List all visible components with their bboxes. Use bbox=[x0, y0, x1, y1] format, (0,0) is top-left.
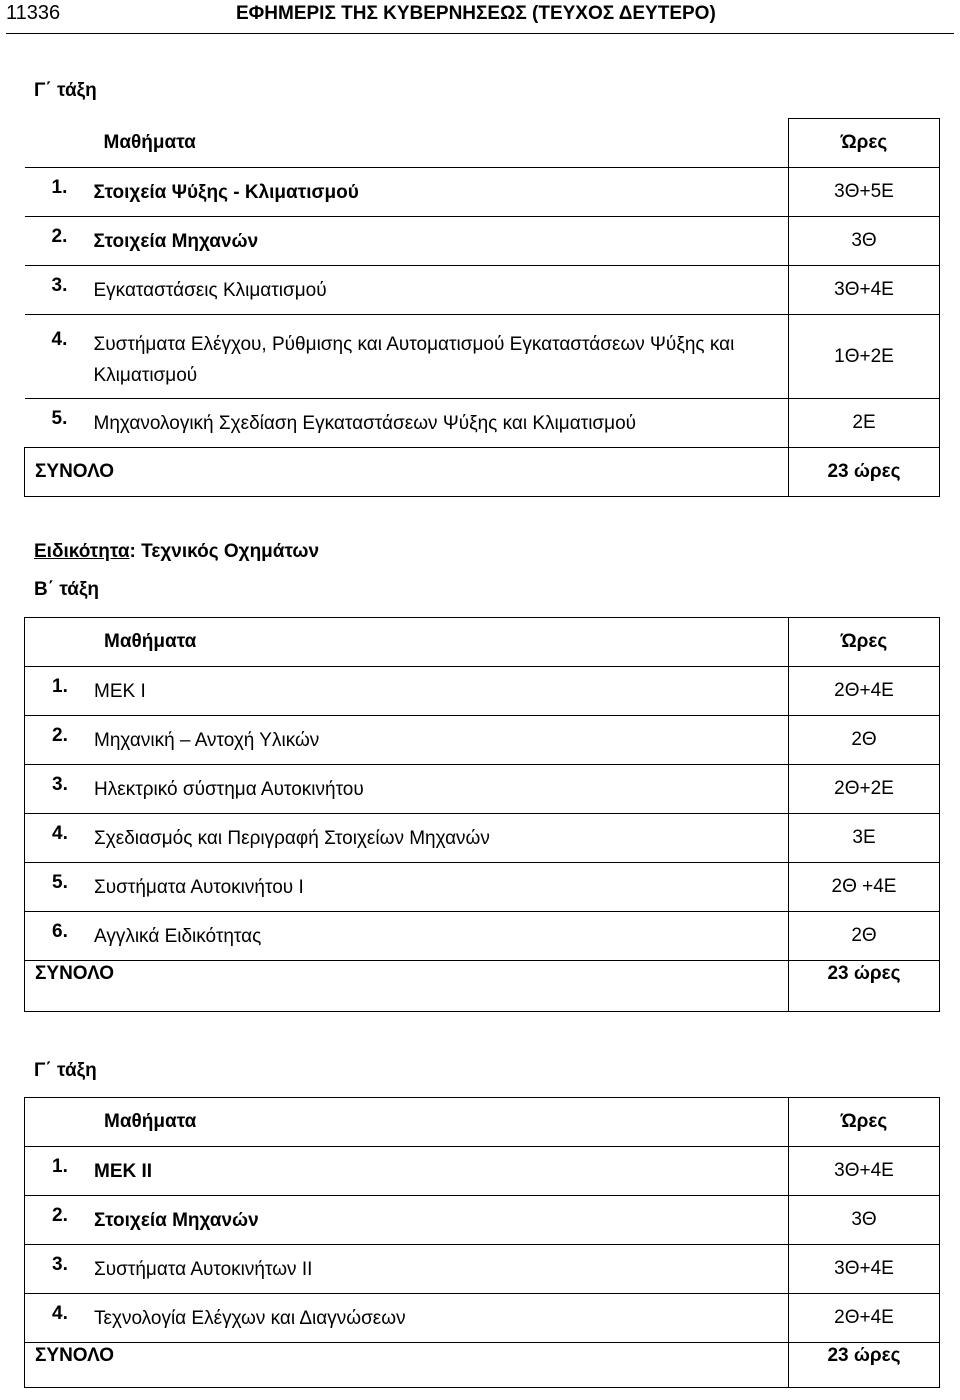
table-row bbox=[25, 667, 940, 716]
row-number: 6. bbox=[52, 920, 68, 942]
course-name: Τεχνολογία Ελέγχων και Διαγνώσεων bbox=[94, 1307, 406, 1329]
class-heading: Γ΄ τάξη bbox=[34, 80, 97, 101]
course-hours: 3Ε bbox=[789, 814, 940, 863]
table-row bbox=[25, 1196, 940, 1245]
course-hours: 2Θ +4Ε bbox=[789, 863, 940, 912]
class-heading: Γ΄ τάξη bbox=[34, 1060, 97, 1081]
page-number: 11336 bbox=[6, 2, 61, 24]
course-hours: 2Θ bbox=[789, 912, 940, 961]
row-number: 2. bbox=[52, 724, 68, 746]
total-label: ΣΥΝΟΛΟ bbox=[25, 961, 789, 1012]
journal-title: ΕΦΗΜΕΡΙΣ ΤΗΣ ΚΥΒΕΡΝΗΣΕΩΣ (ΤΕΥΧΟΣ ΔΕΥΤΕΡΟ) bbox=[236, 3, 716, 24]
courses-table bbox=[24, 617, 940, 1012]
row-number: 2. bbox=[51, 225, 68, 247]
table-row bbox=[25, 266, 940, 315]
total-label: ΣΥΝΟΛΟ bbox=[25, 1343, 789, 1388]
course-hours: 2Ε bbox=[789, 399, 940, 448]
table-row bbox=[25, 863, 940, 912]
course-name: Αγγλικά Ειδικότητας bbox=[94, 925, 262, 947]
table-row bbox=[25, 168, 940, 217]
course-hours: 2Θ+2Ε bbox=[789, 765, 940, 814]
course-hours: 2Θ+4Ε bbox=[789, 667, 940, 716]
class-heading: Β΄ τάξη bbox=[34, 579, 100, 600]
course-hours: 3Θ+4Ε bbox=[789, 1245, 940, 1294]
row-number: 4. bbox=[52, 822, 68, 844]
table-row bbox=[25, 1245, 940, 1294]
table-row bbox=[25, 765, 940, 814]
table-row bbox=[25, 315, 940, 399]
row-number: 3. bbox=[52, 1253, 68, 1275]
total-hours: 23 ώρες bbox=[789, 961, 940, 1012]
row-number: 3. bbox=[52, 773, 68, 795]
course-name: Συστήματα Αυτοκινήτων ΙΙ bbox=[94, 1258, 313, 1280]
hours-column-header: Ώρες bbox=[789, 119, 940, 168]
table-row bbox=[25, 399, 940, 448]
course-name: Στοιχεία Ψύξης - Κλιματισμού bbox=[93, 181, 359, 203]
course-hours: 3Θ+4Ε bbox=[789, 266, 940, 315]
course-name: ΜΕΚ Ι bbox=[94, 680, 146, 702]
course-name: Στοιχεία Μηχανών bbox=[93, 230, 259, 252]
course-hours: 3Θ+4Ε bbox=[789, 1147, 940, 1196]
total-row bbox=[25, 961, 940, 1012]
course-hours: 3Θ bbox=[789, 1196, 940, 1245]
course-hours: 1Θ+2Ε bbox=[789, 315, 940, 399]
table-row bbox=[25, 217, 940, 266]
specialty-value: : Τεχνικός Οχημάτων bbox=[129, 541, 320, 562]
course-name: Σχεδιασμός και Περιγραφή Στοιχείων Μηχανών bbox=[94, 827, 490, 849]
row-number: 1. bbox=[52, 1155, 68, 1177]
table-header-row bbox=[25, 119, 940, 168]
course-name: Συστήματα Ελέγχου, Ρύθμισης και Αυτοματισμού Εγκαταστάσεων Ψύξης και Κλιματισμού bbox=[93, 333, 735, 386]
table-row bbox=[25, 1147, 940, 1196]
total-hours: 23 ώρες bbox=[789, 1343, 940, 1388]
row-number: 1. bbox=[52, 675, 68, 697]
hours-column-header: Ώρες bbox=[789, 618, 940, 667]
specialty-label: Ειδικότητα bbox=[34, 541, 130, 562]
table-row bbox=[25, 814, 940, 863]
courses-column-header: Μαθήματα bbox=[25, 119, 789, 168]
row-number: 3. bbox=[51, 274, 68, 296]
course-name: Συστήματα Αυτοκινήτου Ι bbox=[94, 876, 304, 898]
course-name: Μηχανολογική Σχεδίαση Εγκαταστάσεων Ψύξης και Κλιματισμού bbox=[93, 412, 637, 434]
courses-column-header: Μαθήματα bbox=[25, 618, 789, 667]
table-row bbox=[25, 716, 940, 765]
course-hours: 3Θ+5Ε bbox=[789, 168, 940, 217]
course-name: Ηλεκτρικό σύστημα Αυτοκινήτου bbox=[94, 778, 364, 800]
row-number: 1. bbox=[51, 176, 68, 198]
total-hours: 23 ώρες bbox=[789, 448, 940, 497]
table-header-row bbox=[25, 1098, 940, 1147]
total-row bbox=[25, 448, 940, 497]
course-name: ΜΕΚ ΙΙ bbox=[94, 1160, 153, 1182]
table-header-row bbox=[25, 618, 940, 667]
row-number: 5. bbox=[51, 407, 68, 429]
specialty-heading bbox=[34, 541, 319, 563]
row-number: 4. bbox=[52, 1302, 68, 1324]
total-label: ΣΥΝΟΛΟ bbox=[25, 448, 789, 497]
courses-table bbox=[24, 1097, 940, 1388]
row-number: 5. bbox=[52, 871, 68, 893]
total-row bbox=[25, 1343, 940, 1388]
course-name: Εγκαταστάσεις Κλιματισμού bbox=[93, 279, 327, 301]
courses-column-header: Μαθήματα bbox=[25, 1098, 789, 1147]
courses-table bbox=[24, 118, 940, 497]
row-number: 2. bbox=[52, 1204, 68, 1226]
course-name: Μηχανική – Αντοχή Υλικών bbox=[94, 729, 320, 751]
table-row bbox=[25, 912, 940, 961]
hours-column-header: Ώρες bbox=[789, 1098, 940, 1147]
row-number: 4. bbox=[51, 328, 68, 350]
course-hours: 3Θ bbox=[789, 217, 940, 266]
course-name: Στοιχεία Μηχανών bbox=[94, 1209, 259, 1231]
course-hours: 2Θ bbox=[789, 716, 940, 765]
table-row bbox=[25, 1294, 940, 1343]
page-header bbox=[6, 0, 954, 34]
course-hours: 2Θ+4Ε bbox=[789, 1294, 940, 1343]
